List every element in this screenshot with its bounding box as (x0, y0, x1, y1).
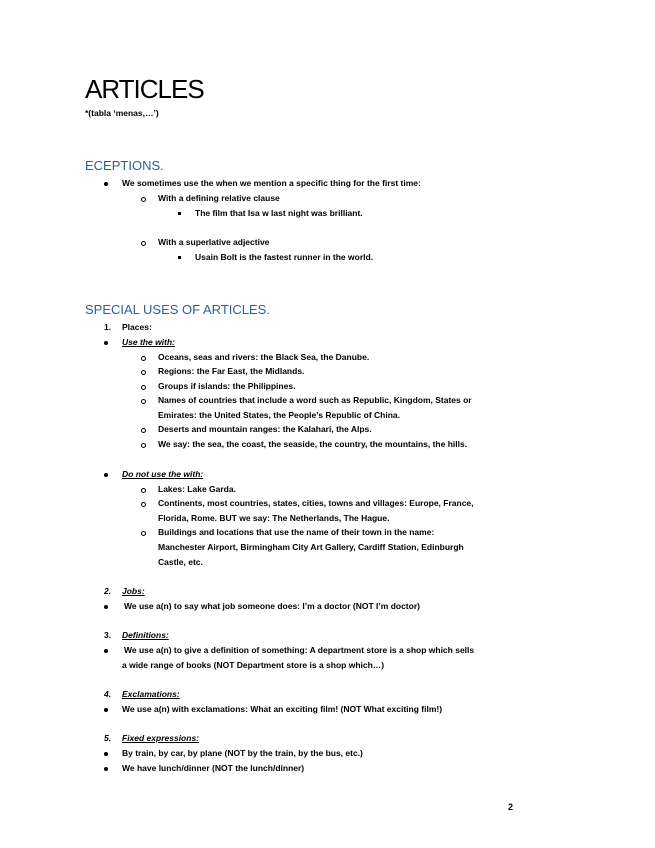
list-item-continuation: a wide range of books (NOT Department store is a shop which…) (122, 660, 385, 670)
list-item-continuation: Florida, Rome. BUT we say: The Netherlands, The Hague. (158, 513, 390, 523)
subnote: *(tabla ‘menas,…’) (85, 108, 159, 118)
list-item: We say: the sea, the coast, the seaside, the country, the mountains, the hills. (158, 439, 468, 449)
bullet-circle (141, 531, 146, 536)
bullet-circle (141, 241, 146, 246)
list-item: Oceans, seas and rivers: the Black Sea, the Danube. (158, 352, 370, 362)
bullet-circle (141, 488, 146, 493)
list-item: Regions: the Far East, the Midlands. (158, 366, 305, 376)
list-item: Groups if islands: the Philippines. (158, 381, 296, 391)
page-title: ARTICLES (85, 74, 204, 104)
section-heading-exceptions: ECEPTIONS. (85, 158, 164, 173)
bullet-dot (104, 708, 108, 712)
bullet-circle (141, 356, 146, 361)
bullet-circle (141, 370, 146, 375)
list-item: Places: (122, 322, 152, 332)
subheading-jobs: Jobs: (122, 586, 145, 596)
list-number: 4. (104, 689, 112, 699)
list-item: Usain Bolt is the fastest runner in the world. (195, 252, 374, 262)
bullet-circle (141, 385, 146, 390)
bullet-dot (104, 605, 108, 609)
page-number: 2 (508, 802, 514, 812)
list-item: We use a(n) with exclamations: What an exciting film! (NOT What exciting film!) (122, 704, 443, 714)
subheading-definitions: Definitions: (122, 630, 169, 640)
list-item-continuation: Emirates: the United States, the People’s Republic of China. (158, 410, 400, 420)
subheading-use-the-with: Use the with: (122, 337, 175, 347)
list-item: We have lunch/dinner (NOT the lunch/dinner) (122, 763, 305, 773)
bullet-square (178, 212, 181, 215)
list-item: Deserts and mountain ranges: the Kalahari, the Alps. (158, 424, 372, 434)
subheading-do-not-use-the-with: Do not use the with: (122, 469, 204, 479)
bullet-dot (104, 473, 108, 477)
list-item: We sometimes use the when we mention a specific thing for the first time: (122, 178, 421, 188)
list-item: We use a(n) to give a definition of something: A department store is a shop which sells (124, 645, 475, 655)
list-item: Names of countries that include a word such as Republic, Kingdom, States or (158, 395, 472, 405)
bullet-dot (104, 182, 108, 186)
subheading-exclamations: Exclamations: (122, 689, 180, 699)
list-item-continuation: Manchester Airport, Birmingham City Art Gallery, Cardiff Station, Edinburgh (158, 542, 464, 552)
bullet-circle (141, 443, 146, 448)
bullet-dot (104, 341, 108, 345)
list-item: By train, by car, by plane (NOT by the train, by the bus, etc.) (122, 748, 363, 758)
bullet-dot (104, 649, 108, 653)
bullet-square (178, 256, 181, 259)
bullet-dot (104, 767, 108, 771)
list-number: 2. (104, 586, 112, 596)
list-item: With a superlative adjective (158, 237, 270, 247)
bullet-circle (141, 197, 146, 202)
list-number: 1. (104, 322, 112, 332)
list-item: Buildings and locations that use the name of their town in the name: (158, 527, 435, 537)
list-item-continuation: Castle, etc. (158, 557, 203, 567)
list-number: 3. (104, 630, 112, 640)
bullet-circle (141, 502, 146, 507)
list-item: Continents, most countries, states, cities, towns and villages: Europe, France, (158, 498, 474, 508)
section-heading-special-uses: SPECIAL USES OF ARTICLES. (85, 302, 270, 317)
list-item: With a defining relative clause (158, 193, 280, 203)
list-number: 5. (104, 733, 112, 743)
subheading-fixed-expressions: Fixed expressions: (122, 733, 200, 743)
list-item: Lakes: Lake Garda. (158, 484, 236, 494)
bullet-circle (141, 399, 146, 404)
list-item: The film that Isa w last night was brilliant. (195, 208, 363, 218)
bullet-circle (141, 428, 146, 433)
bullet-dot (104, 752, 108, 756)
list-item: We use a(n) to say what job someone does: I’m a doctor (NOT I’m doctor) (124, 601, 420, 611)
